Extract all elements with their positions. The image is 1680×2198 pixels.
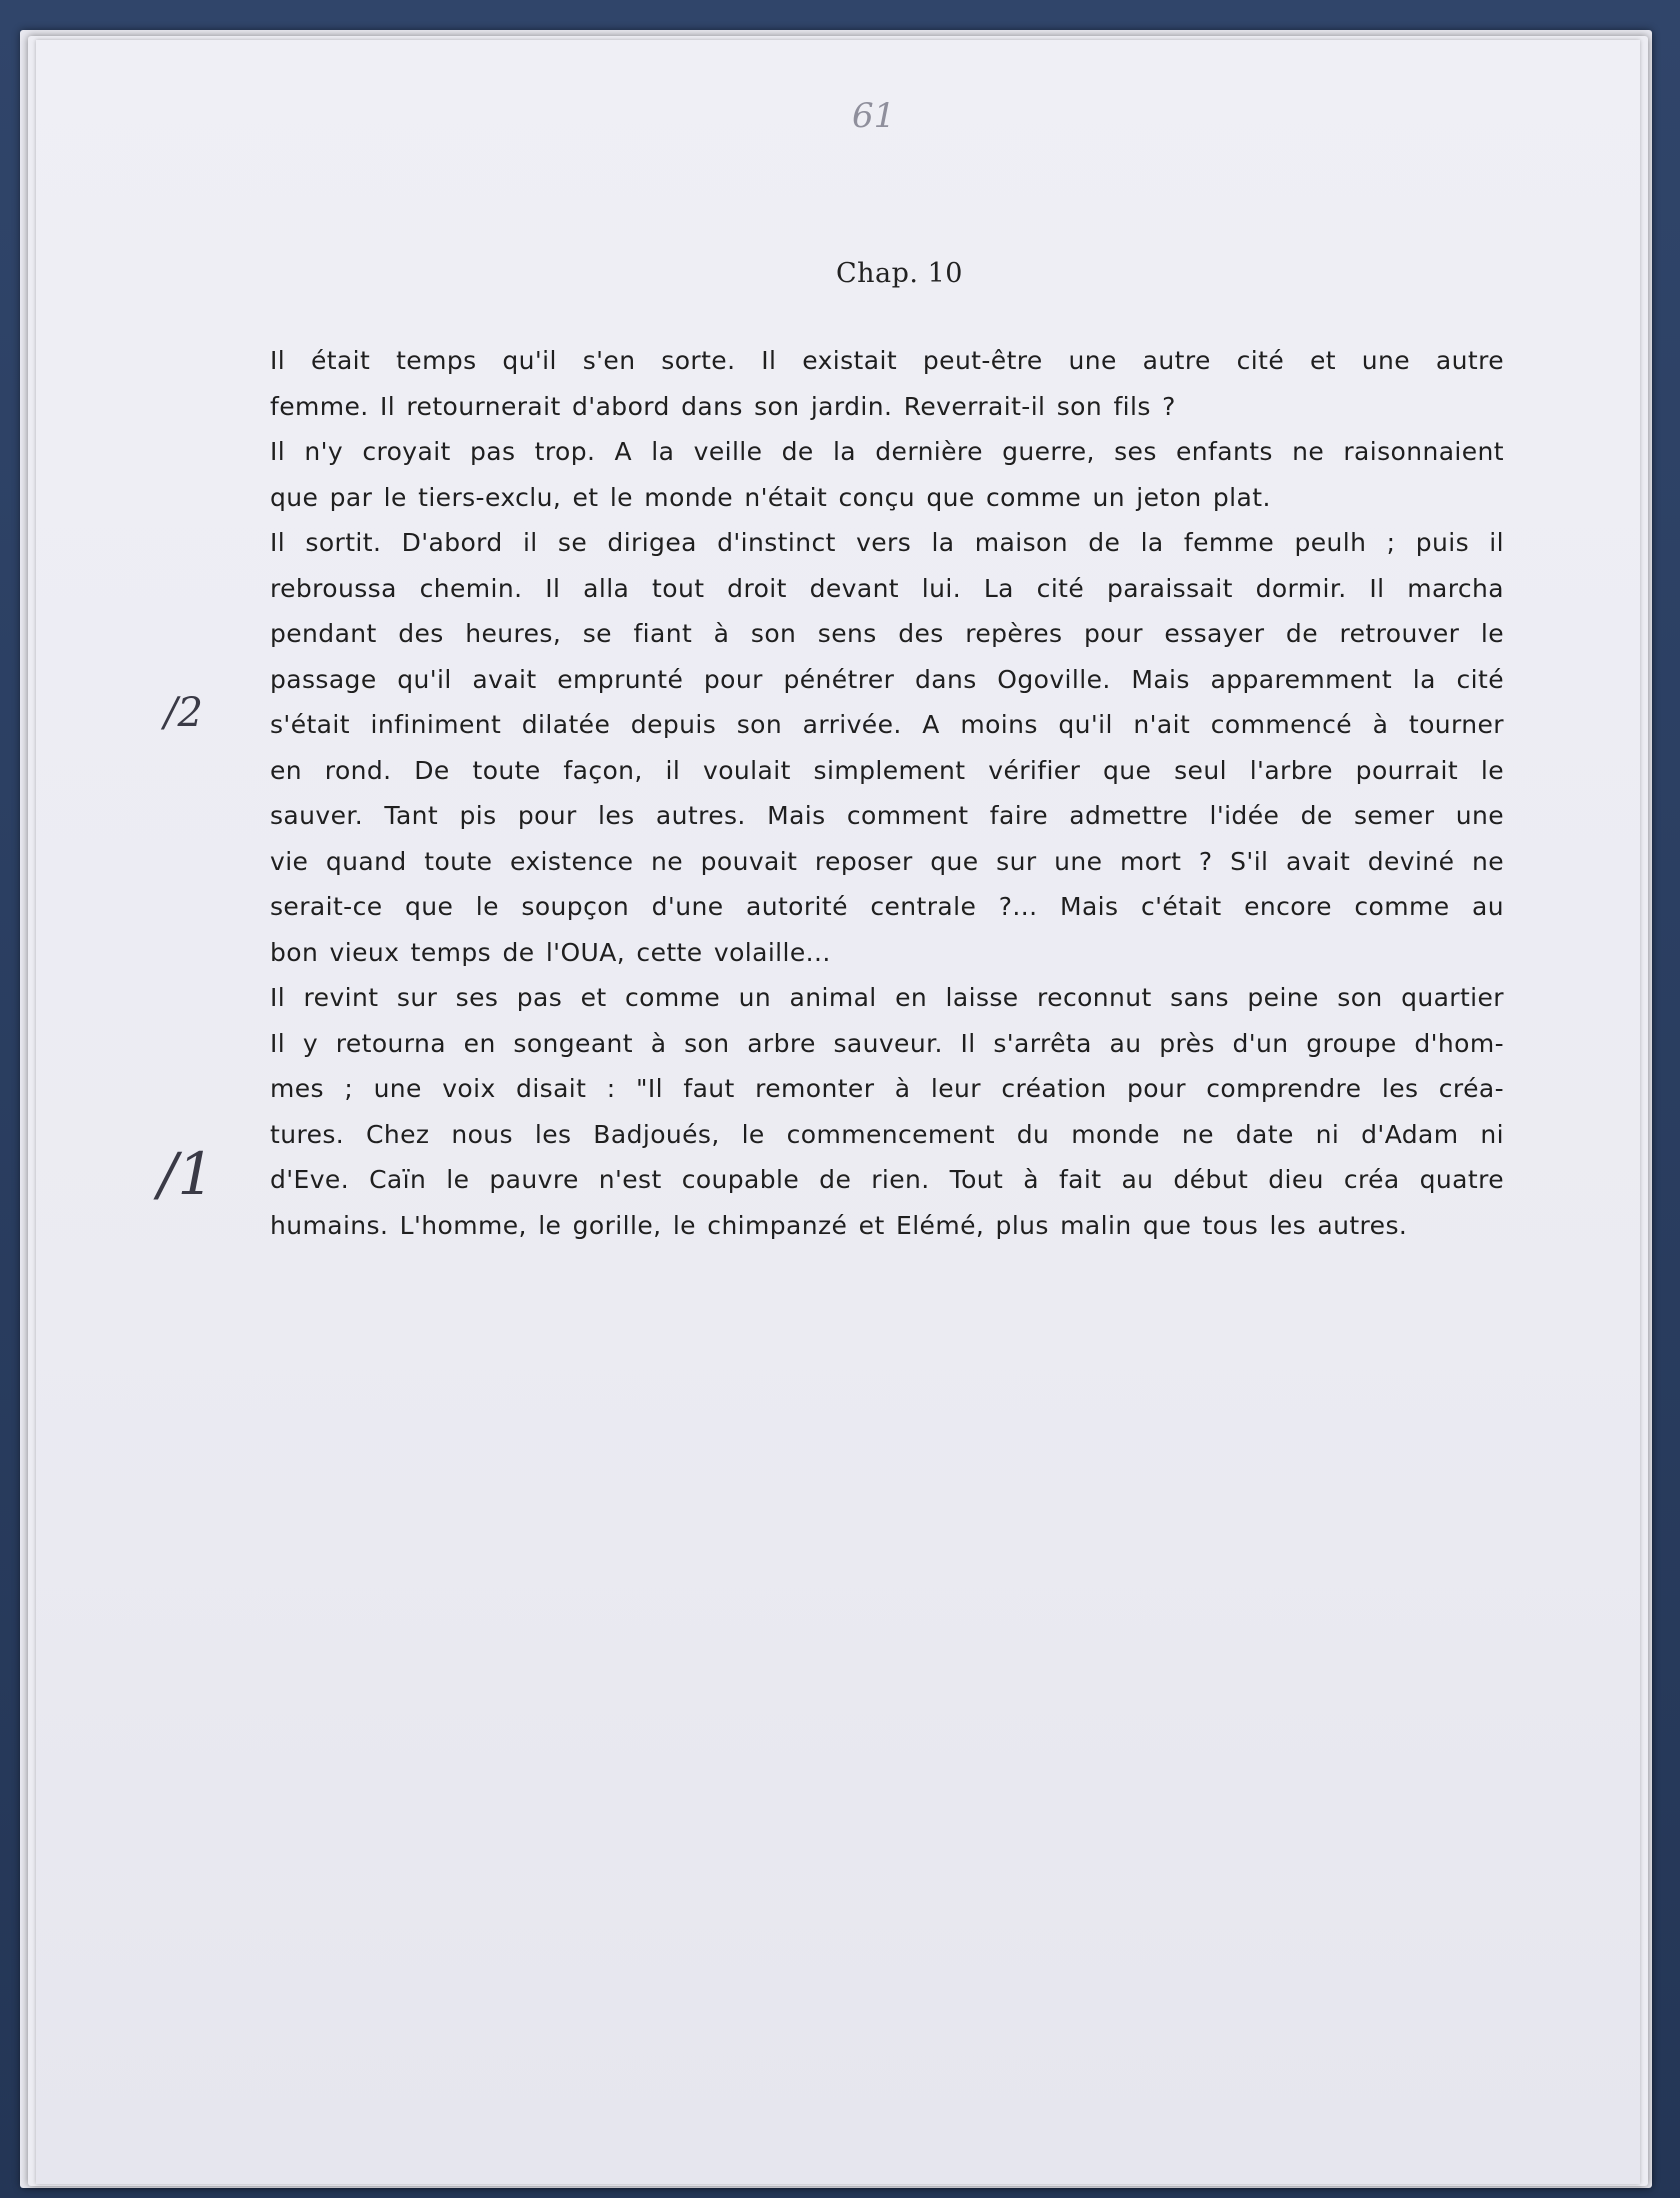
text-line: Il n'y croyait pas trop. A la veille de la dernière guerre, ses enfants ne raisonnaient — [270, 437, 1504, 466]
text-line: sauver. Tant pis pour les autres. Mais comment faire admettre l'idée de semer une — [270, 801, 1504, 830]
text-line: Il y retourna en songeant à son arbre sauveur. Il s'arrêta au près d'un groupe d'hom- — [270, 1028, 1504, 1058]
margin-note-first: /2 — [164, 690, 203, 736]
text-line: d'Eve. Caïn le pauvre n'est coupable de rien. Tout à fait au début dieu créa quatre — [270, 1165, 1504, 1194]
text-line: Il revint sur ses pas et comme un animal en laisse reconnut sans peine son quartier — [270, 983, 1504, 1012]
text-line: que par le tiers-exclu, et le monde n'était conçu que comme un jeton plat. — [270, 482, 1271, 512]
text-line: pendant des heures, se fiant à son sens des repères pour essayer de retrouver le — [270, 619, 1504, 648]
text-line: humains. L'homme, le gorille, le chimpanzé et Elémé, plus malin que tous les autres. — [270, 1210, 1408, 1240]
text-line: Il sortit. D'abord il se dirigea d'instinct vers la maison de la femme peulh ; puis il — [270, 528, 1504, 557]
margin-note-second: /1 — [158, 1140, 215, 1208]
typed-body-text — [270, 338, 1504, 1248]
text-line: mes ; une voix disait : "Il faut remonter à leur création pour comprendre les créa- — [270, 1074, 1504, 1103]
text-line: s'était infiniment dilatée depuis son arrivée. A moins qu'il n'ait commencé à tourner — [270, 710, 1504, 739]
text-line: serait-ce que le soupçon d'une autorité centrale ?... Mais c'était encore comme au — [270, 892, 1504, 921]
text-line: vie quand toute existence ne pouvait reposer que sur une mort ? S'il avait deviné ne — [270, 846, 1504, 876]
text-line: tures. Chez nous les Badjoués, le commencement du monde ne date ni d'Adam ni — [270, 1119, 1504, 1149]
text-line: rebroussa chemin. Il alla tout droit devant lui. La cité paraissait dormir. Il marcha — [270, 573, 1504, 603]
chapter-title: Chap. 10 — [836, 258, 963, 289]
handwritten-page-number: 61 — [852, 96, 896, 136]
text-line: bon vieux temps de l'OUA, cette volaille... — [270, 937, 831, 967]
text-line: passage qu'il avait emprunté pour pénétrer dans Ogoville. Mais apparemment la cité — [270, 664, 1504, 694]
text-line: femme. Il retournerait d'abord dans son jardin. Reverrait-il son fils ? — [270, 391, 1176, 421]
text-line: en rond. De toute façon, il voulait simplement vérifier que seul l'arbre pourrait le — [270, 755, 1504, 785]
text-line: Il était temps qu'il s'en sorte. Il existait peut-être une autre cité et une autre — [270, 346, 1504, 375]
